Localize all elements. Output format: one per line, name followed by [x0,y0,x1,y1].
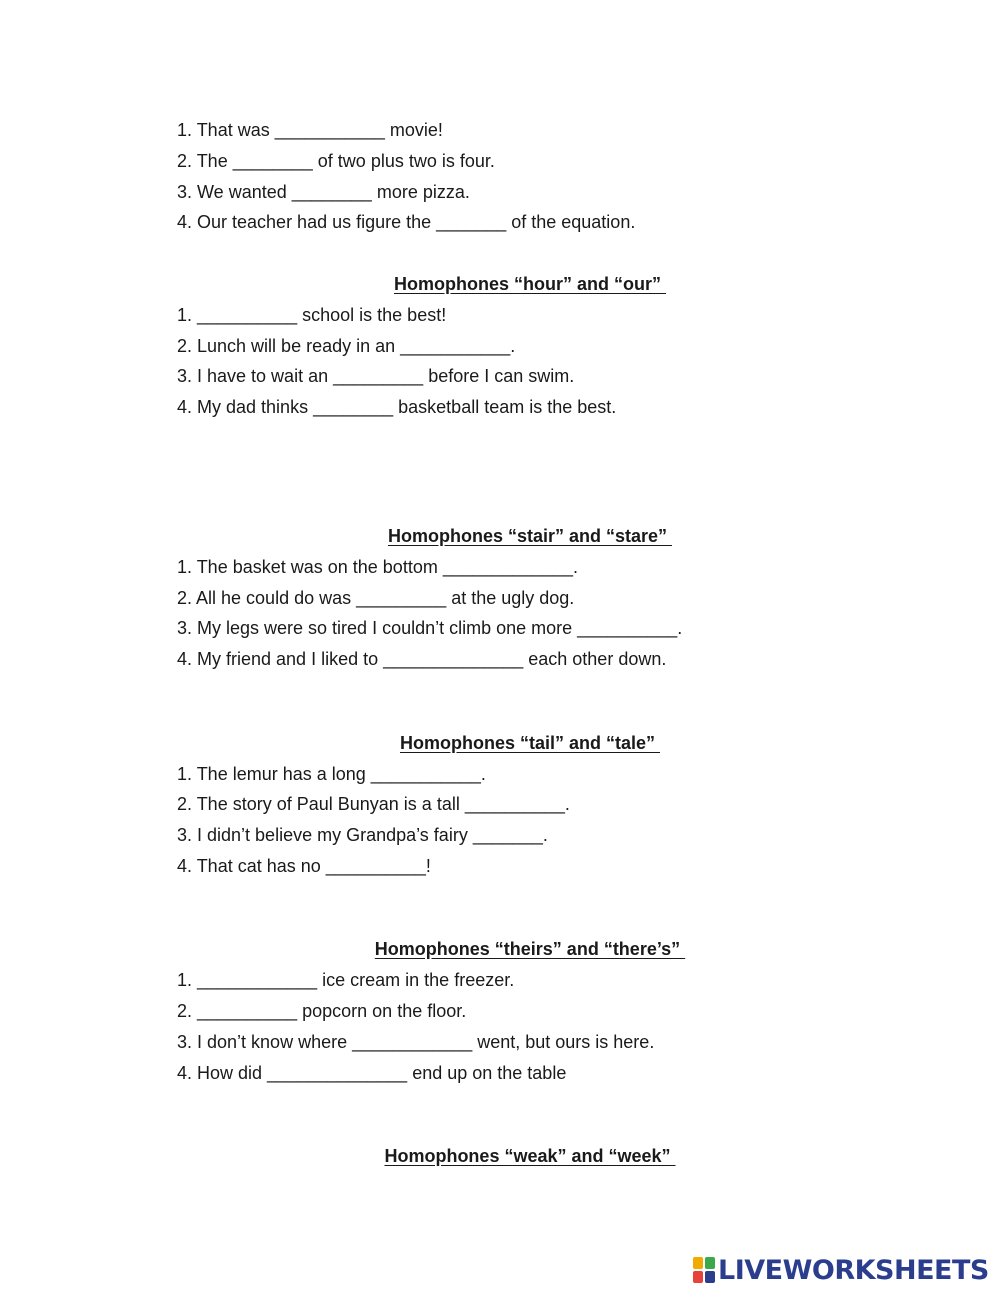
sentence-line: 4. How did ______________ end up on the table [177,1063,567,1083]
sentence-line: 4. My dad thinks ________ basketball team is the best. [177,397,617,417]
logo-text: LIVEWORKSHEETS [718,1254,989,1286]
sentence-line: 1. ____________ ice cream in the freezer. [177,970,515,990]
sentence-line: 4. Our teacher had us figure the _______ of the equation. [177,212,636,232]
sentence-line: 2. All he could do was _________ at the ugly dog. [177,588,575,608]
sentence-line: 2. Lunch will be ready in an ___________. [177,336,516,356]
liveworksheets-logo[interactable] [693,1255,989,1285]
liveworksheets-logo-icon [693,1257,715,1283]
section-heading: Homophones “tail” and “tale” [399,733,661,753]
sentence-line: 1. The basket was on the bottom _____________. [177,557,578,577]
sentence-line: 4. My friend and I liked to ______________ each other down. [177,649,667,669]
sentence-line: 2. The ________ of two plus two is four. [177,151,495,171]
sentence-line: 1. __________ school is the best! [177,305,447,325]
sentence-line: 3. We wanted ________ more pizza. [177,182,470,202]
sentence-line: 1. That was ___________ movie! [177,120,443,140]
section-heading: Homophones “stair” and “stare” [387,526,673,546]
section-heading: Homophones “weak” and “week” [384,1146,676,1166]
section-heading: Homophones “theirs” and “there’s” [374,939,686,959]
sentence-line: 3. I have to wait an _________ before I can swim. [177,366,575,386]
sentence-line: 1. The lemur has a long ___________. [177,764,486,784]
sentence-line: 3. I didn’t believe my Grandpa’s fairy _______. [177,825,548,845]
sentence-line: 3. I don’t know where ____________ went, but ours is here. [177,1032,655,1052]
sentence-line: 4. That cat has no __________! [177,856,431,876]
sentence-line: 3. My legs were so tired I couldn’t climb one more __________. [177,618,683,638]
sentence-line: 2. The story of Paul Bunyan is a tall __________. [177,794,570,814]
section-heading: Homophones “hour” and “our” [394,274,666,294]
sentence-line: 2. __________ popcorn on the floor. [177,1001,467,1021]
